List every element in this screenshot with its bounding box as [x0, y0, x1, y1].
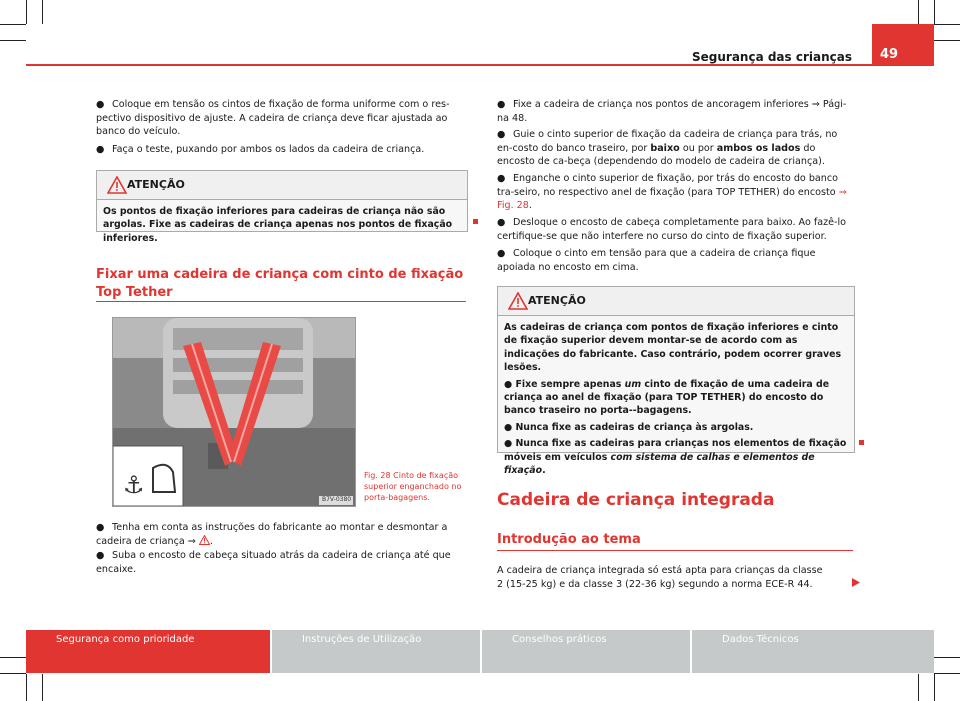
crop-mark	[0, 40, 26, 41]
crop-mark	[918, 0, 919, 24]
crop-mark	[934, 24, 960, 25]
warning-text: Nunca fixe as cadeiras para crianças nos elementos de fixação móveis em veículos	[504, 438, 847, 463]
figure-caption-label: Fig. 28	[364, 471, 391, 480]
bullet-text: Faça o teste, puxando por ambos os lados da cadeira de criança.	[112, 144, 425, 155]
warning-list-item: ● Nunca fixe as cadeiras de criança às argolas.	[504, 421, 754, 433]
crop-mark	[934, 673, 960, 674]
crop-mark	[934, 0, 935, 24]
warning-triangle-icon	[508, 292, 528, 310]
section-title: Cadeira de criança integrada	[497, 490, 775, 510]
warning-emphasis: um	[624, 378, 642, 390]
tab-instrucoes-de-utilizacao[interactable]: Instruções de Utilização	[272, 630, 480, 673]
warning-triangle-icon	[199, 535, 210, 545]
crop-mark	[26, 0, 27, 24]
crop-mark	[0, 657, 26, 658]
list-item: ● Fixe a cadeira de criança nos pontos de ancoragem inferiores ⇒ Pági-na 48.	[497, 99, 847, 124]
section-rule	[497, 550, 853, 551]
crop-mark	[918, 674, 919, 701]
section-rule	[96, 301, 466, 302]
crop-mark	[934, 674, 935, 701]
crop-mark	[0, 673, 26, 674]
list-item: ● Desloque o encosto de cabeça completamente para baixo. Ao fazê-lo certifique-se que não interfere no curso do cinto de fixação superior.	[497, 217, 847, 242]
figure-28	[112, 317, 356, 507]
section-end-marker	[859, 440, 864, 445]
warning-text: Fixe sempre apenas	[515, 378, 622, 390]
list-item: ● Coloque o cinto em tensão para que a cadeira de criança fique apoiada no encosto em cima.	[497, 248, 816, 273]
svg-text:⚓: ⚓	[123, 471, 145, 499]
warning-title: ATENÇÃO	[127, 178, 185, 191]
crop-mark	[934, 657, 960, 658]
crop-mark	[0, 24, 26, 25]
warning-box	[497, 286, 855, 477]
section-title: Fixar uma cadeira de criança com cinto de fixação Top Tether	[96, 267, 464, 300]
continue-arrow-icon	[852, 578, 860, 587]
bullet-emphasis: ambos os lados	[716, 142, 801, 154]
warning-title: ATENÇÃO	[528, 294, 586, 307]
figure-illustration	[113, 318, 355, 506]
bullet-text: Desloque o encosto de cabeça completamente para baixo. Ao fazê-lo certifique-se que não interfere no curso do cinto de fixação superior.	[497, 217, 847, 242]
crop-mark	[26, 674, 27, 701]
warning-text: Nunca fixe as cadeiras de criança às argolas.	[515, 421, 754, 433]
figure-caption-text: Cinto de fixação superior enganchado no porta-bagagens.	[364, 471, 462, 502]
figure-code: B7V-0380	[322, 496, 352, 503]
header-rule	[26, 64, 934, 66]
bullet-text: Suba o encosto de cabeça situado atrás da cadeira de criança até que encaixe.	[96, 550, 451, 575]
bullet-text: Tenha em conta as instruções do fabricante ao montar e desmontar a cadeira de criança ⇒	[96, 522, 448, 547]
bullet-emphasis: baixo	[650, 142, 680, 154]
bullet-text: Coloque o cinto em tensão para que a cadeira de criança fique apoiada no encosto em cima.	[497, 248, 816, 273]
tab-seguranca-como-prioridade[interactable]: Segurança como prioridade	[26, 630, 270, 673]
warning-header	[498, 287, 854, 316]
crop-mark	[42, 674, 43, 701]
tab-conselhos-praticos[interactable]: Conselhos práticos	[482, 630, 690, 673]
crop-mark	[934, 40, 960, 41]
list-item: ● Guie o cinto superior de fixação da cadeira de criança para trás, no en-costo do banco traseiro, por baixo ou por ambos os lados do encosto de ca-beça (dependendo do modelo de cadeira de criança).	[497, 129, 838, 168]
warning-emphasis: com sistema de calhas e elementos de fixação	[504, 451, 815, 477]
warning-triangle-icon	[107, 176, 127, 194]
section-end-marker	[473, 219, 478, 224]
tab-dados-tecnicos[interactable]: Dados Técnicos	[692, 630, 934, 673]
warning-text: As cadeiras de criança com pontos de fixação inferiores e cinto de fixação superior devem montar-se de acordo com as indicações do fabricante. Caso contrário, podem ocorrer graves lesões.	[504, 322, 842, 374]
bullet-text: Enganche o cinto superior de fixação, por trás do encosto do banco tra-seiro, no respectivo anel de fixação (para TOP TETHER) do encosto	[497, 173, 839, 198]
bullet-text: Coloque em tensão os cintos de fixação de forma uniforme com o res-pectivo dispositivo de ajuste. A cadeira de criança deve ficar ajustada ao banco do veículo.	[96, 99, 450, 138]
subsection-title: Introdução ao tema	[497, 532, 641, 547]
intro-paragraph	[497, 564, 827, 591]
warning-text: Os pontos de fixação inferiores para cadeiras de criança não são argolas. Fixe as cadeiras de criança apenas nos pontos de fixação inferiores.	[103, 206, 453, 244]
list-item: ● Enganche o cinto superior de fixação, por trás do encosto do banco tra-seiro, no respectivo anel de fixação (para TOP TETHER) do encosto ⇒ Fig. 28.	[497, 173, 847, 212]
list-item: ● Suba o encosto de cabeça situado atrás da cadeira de criança até que encaixe.	[96, 550, 451, 575]
warning-header	[97, 171, 467, 200]
intro-text: A cadeira de criança integrada só está apta para crianças da classe 2 (15-25 kg) e da classe 3 (22-36 kg) segundo a norma ECE-R 44.	[497, 565, 823, 590]
bullet-text: Fixe a cadeira de criança nos pontos de ancoragem inferiores ⇒ Pági-na 48.	[497, 99, 847, 124]
bullet-text: do encosto de ca-beça (dependendo do modelo de cadeira de criança).	[497, 142, 825, 168]
figure-link[interactable]: ⇒ Fig. 28	[497, 186, 847, 212]
figure-caption	[364, 470, 466, 503]
list-item: ● Tenha em conta as instruções do fabricante ao montar e desmontar a cadeira de criança ⇒ .	[96, 522, 448, 547]
crop-mark	[42, 0, 43, 24]
warning-body	[498, 316, 854, 482]
warning-list-item: ● Nunca fixe as cadeiras para crianças nos elementos de fixação móveis em veículos com sistema de calhas e elementos de fixação.	[504, 438, 847, 477]
list-item: ● Coloque em tensão os cintos de fixação de forma uniforme com o res-pectivo dispositivo de ajuste. A cadeira de criança deve ficar ajustada ao banco do veículo.	[96, 99, 450, 138]
running-header: Segurança das crianças	[691, 50, 852, 64]
bullet-text: Guie o cinto superior de fixação da cadeira de criança para trás, no en-costo do banco traseiro, por	[497, 129, 838, 154]
warning-list-item: ● Fixe sempre apenas um cinto de fixação de uma cadeira de criança ao anel de fixação (para TOP TETHER) do encosto do banco traseiro no porta--bagagens.	[504, 378, 830, 417]
page-number: 49	[872, 24, 934, 66]
bullet-text: ou por	[682, 142, 714, 154]
warning-text: cinto de fixação de uma cadeira de criança ao anel de fixação (para TOP TETHER) do encosto do banco traseiro no porta--bagagens.	[504, 378, 830, 417]
list-item: ● Faça o teste, puxando por ambos os lados da cadeira de criança.	[96, 144, 425, 155]
warning-box	[96, 170, 468, 244]
